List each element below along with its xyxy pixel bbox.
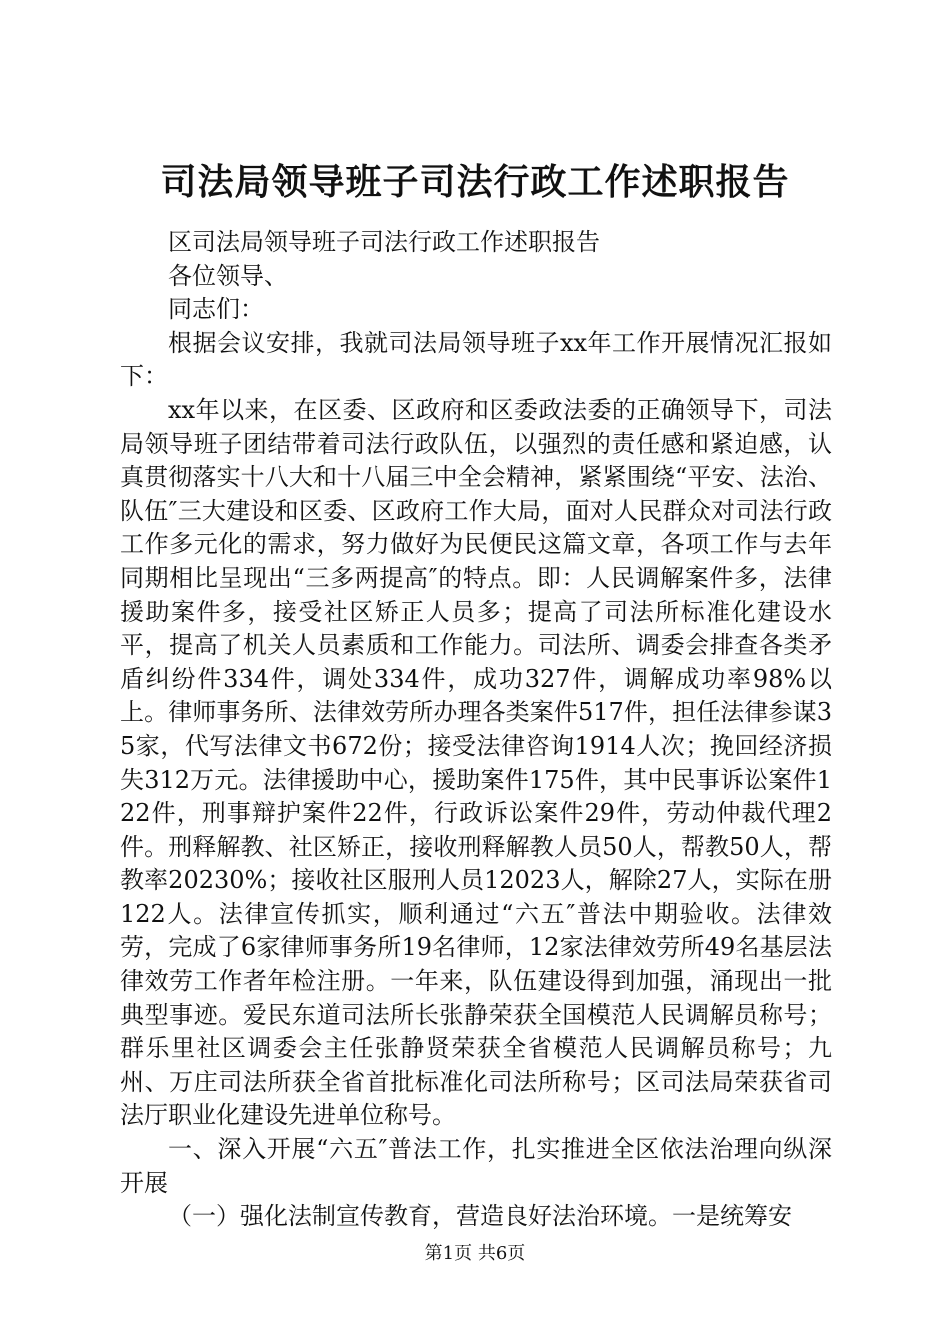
- document-title: 司法局领导班子司法行政工作述职报告: [160, 161, 790, 203]
- subtitle-paragraph: 区司法局领导班子司法行政工作述职报告: [168, 228, 600, 256]
- body-paragraph: 根据会议安排，我就司法局领导班子xx年工作开展情况汇报如下：: [120, 328, 832, 391]
- page-number-footer: 第1页 共6页: [424, 1243, 526, 1264]
- body-paragraph: （一）强化法制宣传教育，营造良好法治环境。一是统筹安: [168, 1202, 792, 1231]
- section-heading: 一、深入开展“六五″普法工作，扎实推进全区依法治理向纵深开展: [120, 1135, 832, 1197]
- salutation-paragraph: 同志们：: [168, 295, 264, 324]
- salutation-paragraph: 各位领导、: [168, 261, 288, 290]
- body-paragraph: xx年以来，在区委、区政府和区委政法委的正确领导下，司法局领导班子团结带着司法行政队伍，以强烈的责任感和紧迫感，认真贯彻落实十八大和十八届三中全会精神，紧紧围绕“平安、法治、队伍″三大建设和区委、区政府工作大局，面对人民群众对司法行政工作多元化的需求，努力做好为民便民这篇文章，各项工作与去年同期相比呈现出“三多两提高″的特点。即：人民调解案件多，法律援助案件多，接受社区矫正人员多；提高了司法所标准化建设水平，提高了机关人员素质和工作能力。司法所、调委会排查各类矛盾纠纷件334件，调处334件，成功327件，调解成功率98%以上。律师事务所、法律效劳所办理各类案件517件，担任法律参谋35家，代写法律文书672份；接受法律咨询1914人次；挽回经济损失312万元。法律援助中心，援助案件175件，其中民事诉讼案件122件，刑事辩护案件22件，行政诉讼案件29件，劳动仲裁代理2件。刑释解教、社区矫正，接收刑释解教人员50人，帮教50人，帮教率20230%；接收社区服刑人员12023人，解除27人，实际在册122人。法律宣传抓实，顺利通过“六五″普法中期验收。法律效劳，完成了6家律师事务所19名律师，12家法律效劳所49名基层法律效劳工作者年检注册。一年来，队伍建设得到加强，涌现出一批典型事迹。爱民东道司法所长张静荣获全国模范人民调解员称号；群乐里社区调委会主任张静贤荣获全省模范人民调解员称号；九州、万庄司法所获全省首批标准化司法所称号；区司法局荣获省司法厅职业化建设先进单位称号。: [120, 395, 832, 1130]
- document-body: [120, 226, 832, 1234]
